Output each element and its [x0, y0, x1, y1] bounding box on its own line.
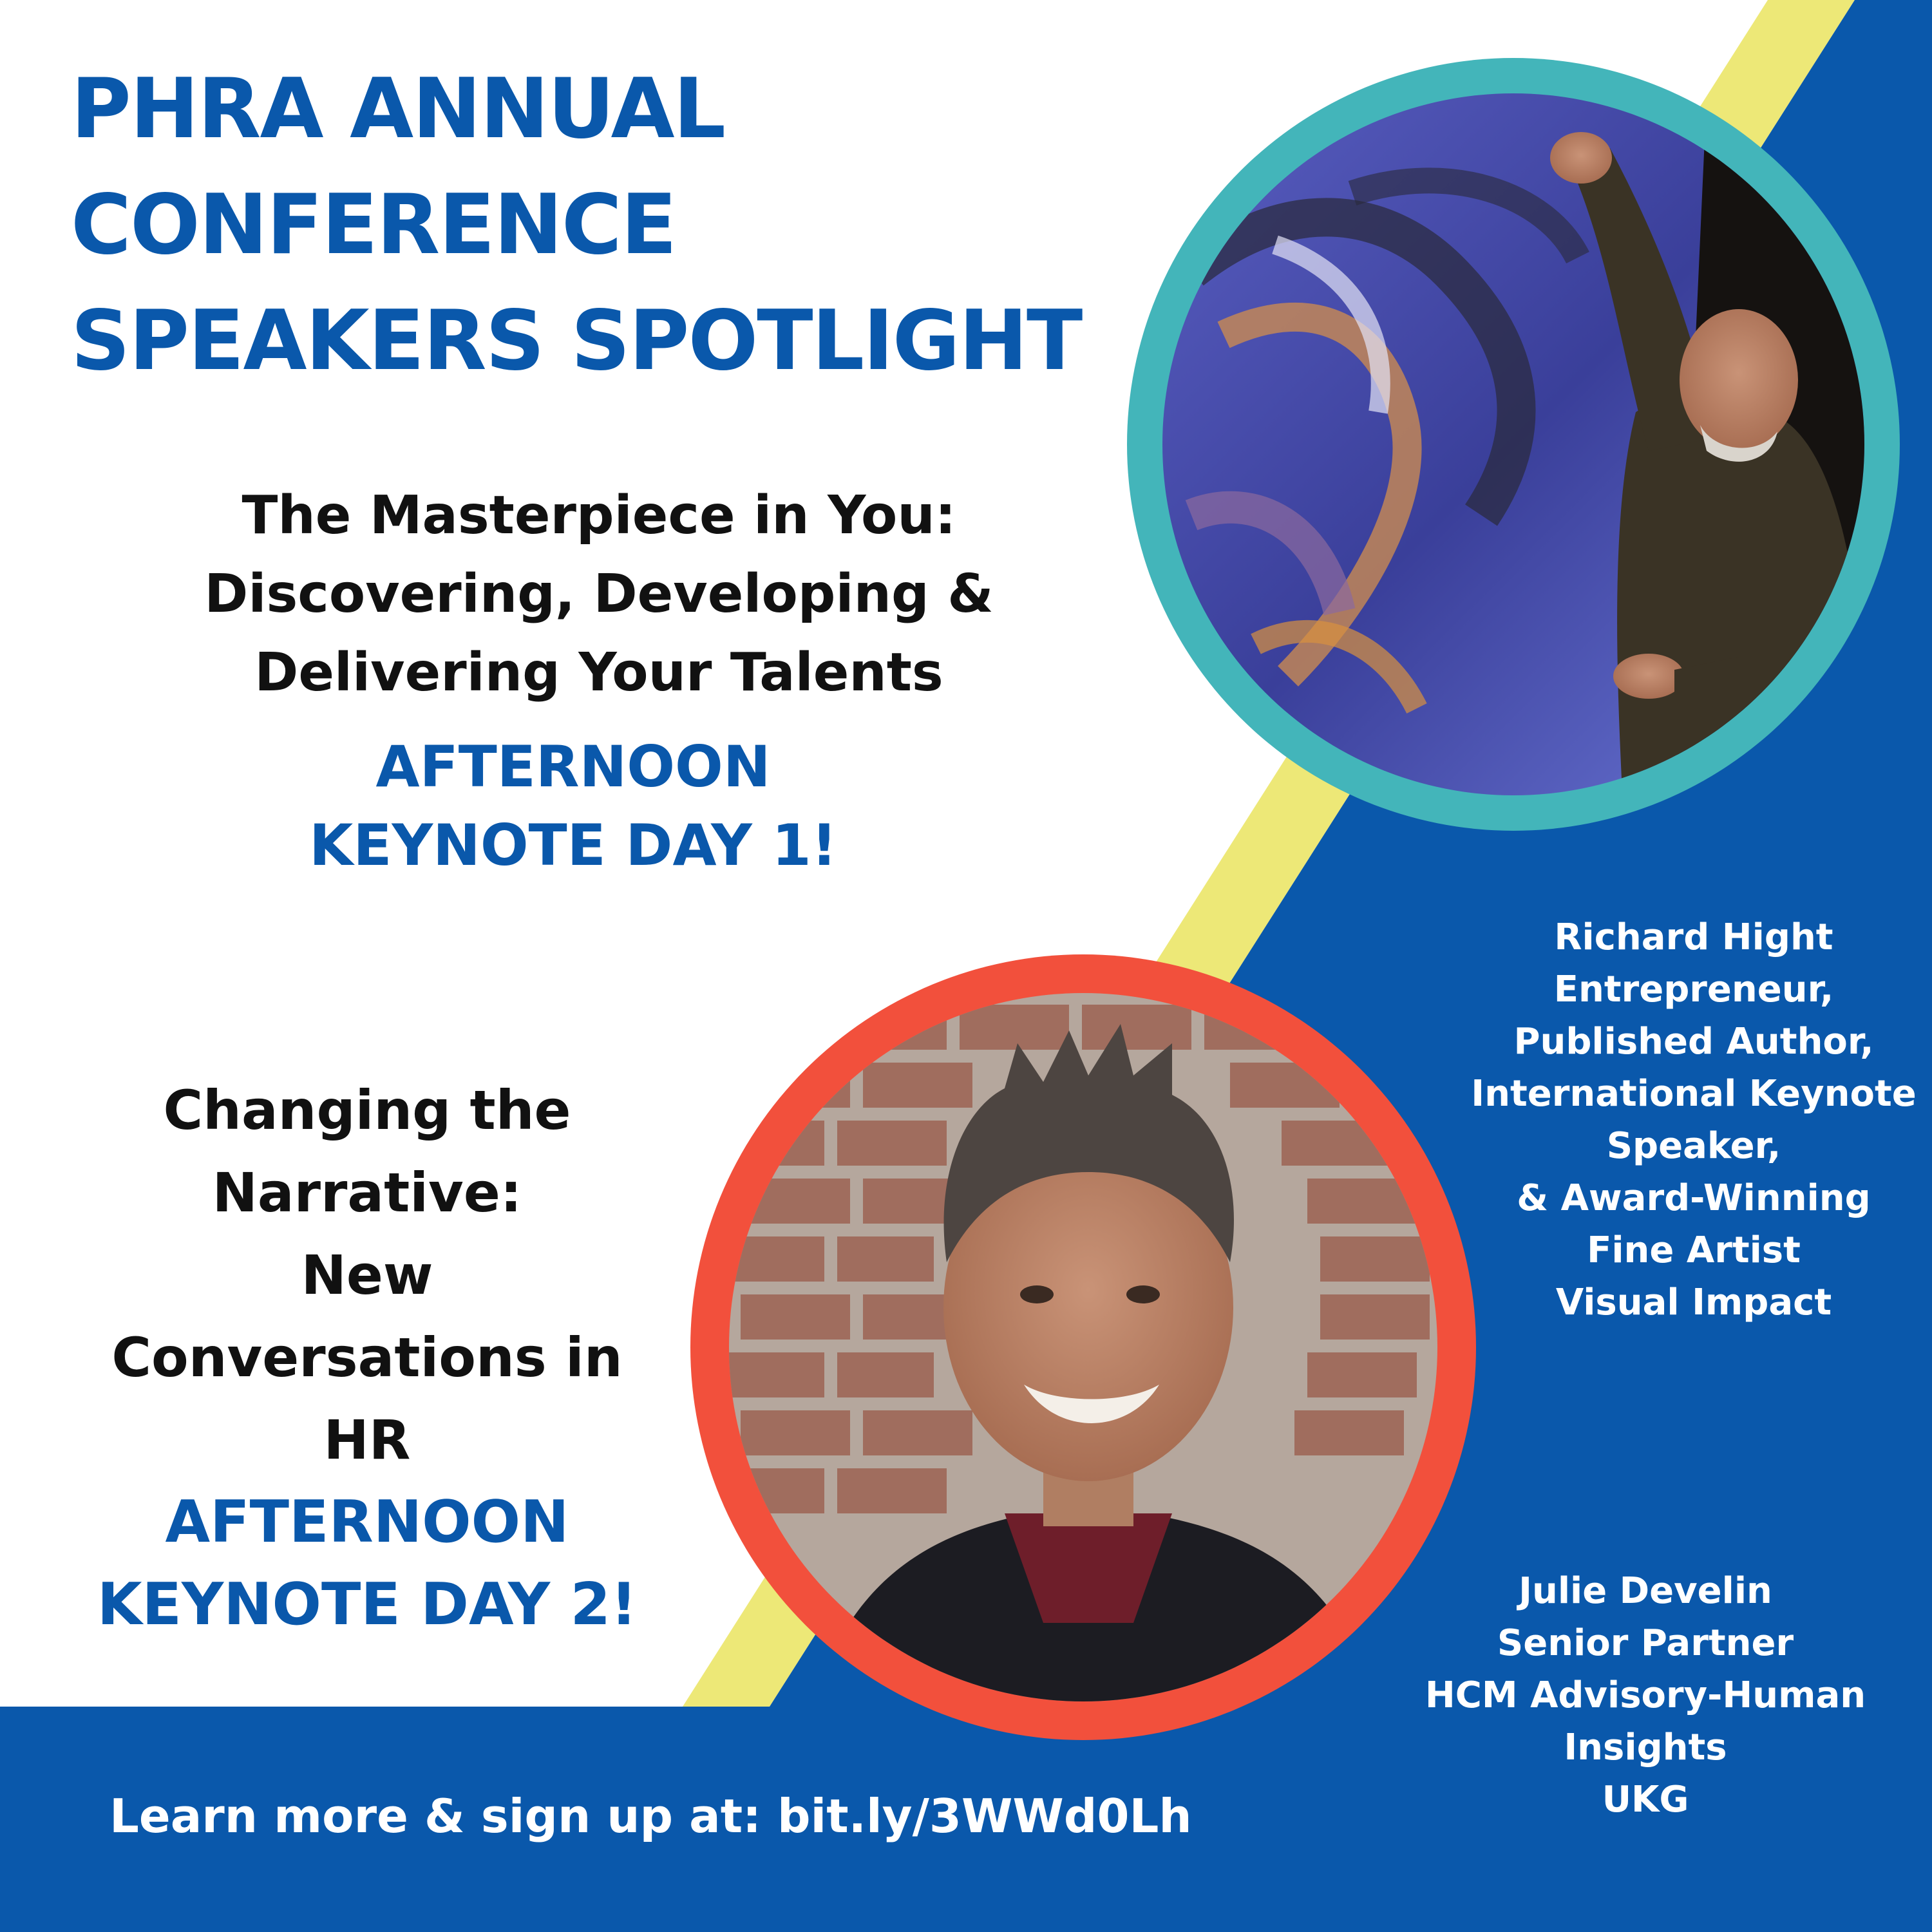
speaker2-bio-line-5: UKG: [1602, 1779, 1689, 1821]
speaker1-bio-line-7: Fine Artist: [1587, 1229, 1801, 1271]
talk1-title-line-2: Discovering, Developing &: [204, 564, 994, 625]
speaker1-bio-line-3: Published Author,: [1513, 1021, 1874, 1063]
talk2-title-line-4: Conversations in: [111, 1326, 623, 1389]
talk1-slot-line-2: KEYNOTE DAY 1!: [309, 812, 837, 878]
speaker2-bio-line-3: HCM Advisory-Human: [1425, 1674, 1866, 1716]
speaker1-name: Richard Hight: [1554, 916, 1833, 958]
footer-cta: Learn more & sign up at: bit.ly/3WWd0Lh: [109, 1789, 1192, 1843]
speaker1-bio-line-6: & Award-Winning: [1517, 1177, 1871, 1219]
talk2-title-line-1: Changing the: [163, 1079, 571, 1142]
painter-photo-icon: [1127, 58, 1900, 831]
speaker2-bio: [1381, 1565, 1909, 1826]
talk2-title-line-3: New: [301, 1244, 433, 1307]
talk1-slot: [90, 728, 1056, 885]
talk2-slot-line-1: AFTERNOON: [165, 1488, 569, 1556]
talk2-block: [71, 1069, 663, 1646]
speaker2-name: Julie Develin: [1519, 1570, 1772, 1612]
talk1-block: [116, 477, 1082, 712]
speaker2-bio-line-4: Insights: [1564, 1727, 1727, 1768]
talk1-title-line-1: The Masterpiece in You:: [242, 485, 956, 546]
talk2-title-line-2: Narrative:: [212, 1161, 522, 1224]
speaker2-bio-line-2: Senior Partner: [1497, 1622, 1794, 1664]
speaker1-bio-line-2: Entrepreneur,: [1553, 969, 1834, 1010]
speaker1-bio-line-8: Visual Impact: [1555, 1282, 1832, 1323]
title-line-3: SPEAKERS SPOTLIGHT: [71, 293, 1082, 389]
speaker1-bio-line-4: International Keynote: [1471, 1073, 1917, 1115]
talk2-slot-line-2: KEYNOTE DAY 2!: [97, 1571, 638, 1638]
speaker1-bio: [1430, 911, 1932, 1329]
talk1-title-line-3: Delivering Your Talents: [254, 642, 943, 703]
talk1-slot-line-1: AFTERNOON: [375, 734, 771, 800]
talk2-title-line-5: HR: [323, 1408, 411, 1472]
speaker1-bio-line-5: Speaker,: [1606, 1125, 1781, 1167]
title-line-2: CONFERENCE: [71, 177, 676, 273]
title-line-1: PHRA ANNUAL: [71, 61, 725, 157]
